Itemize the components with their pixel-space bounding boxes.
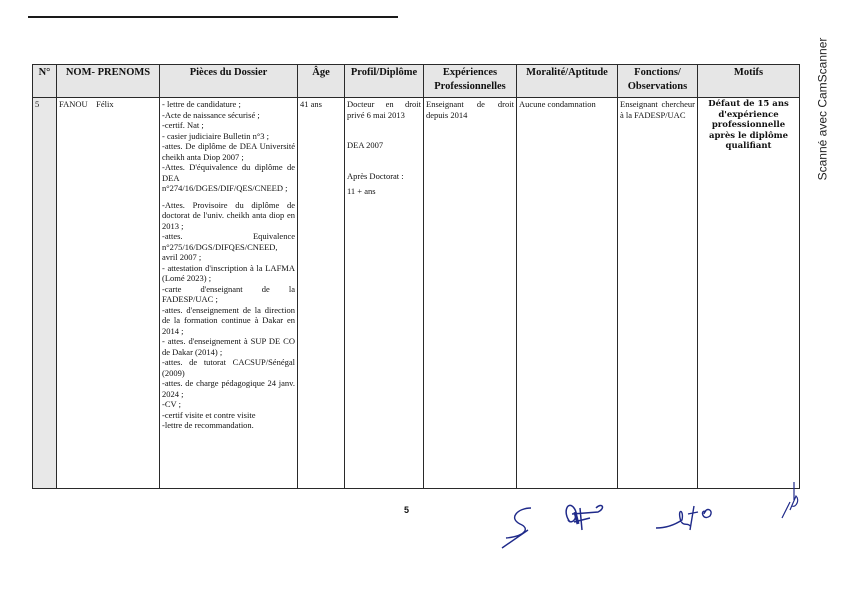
piece-item: -attes. Equivalence n°275/16/DGS/DIFQES/CNEED, avril 2007 ; — [162, 231, 295, 262]
header-experiences: Expériences Professionnelles — [424, 65, 517, 98]
header-name: NOM- PRENOMS — [57, 65, 160, 98]
piece-item: -attes. d'enseignement de la direction de la formation continue à Dakar en 2014 ; — [162, 304, 295, 336]
profil-years: 11 + ans — [347, 186, 376, 196]
table-row — [33, 98, 800, 489]
signature-2-icon — [558, 494, 618, 544]
profil-diplome — [345, 98, 424, 489]
top-rule — [28, 16, 398, 18]
piece-item: - attes. d'enseignement à SUP DE CO de Dakar (2014) ; — [162, 336, 295, 357]
header-pieces: Pièces du Dossier — [160, 65, 298, 98]
piece-item: - lettre de candidature ; — [162, 99, 241, 109]
piece-item: -CV ; — [162, 399, 181, 409]
header-num: N° — [33, 65, 57, 98]
candidates-table — [32, 64, 800, 489]
piece-item: -attes. de tutorat CACSUP/Sénégal (2009) — [162, 357, 295, 378]
dossier-pieces — [160, 98, 298, 489]
candidate-name: FANOU Félix — [57, 98, 160, 489]
piece-item: -Attes. Provisoire du diplôme de doctorat de l'univ. cheikh anta diop en 2013 ; — [162, 199, 295, 231]
moralite: Aucune condamnation — [517, 98, 618, 489]
motifs: Défaut de 15 ans d'expérience professionnelle après le diplôme qualifiant — [698, 98, 800, 489]
fonctions: Enseignant chercheur à la FADESP/UAC — [618, 98, 698, 489]
signature-3-icon — [654, 500, 724, 540]
piece-item: -attes. de charge pédagogique 24 janv. 2024 ; — [162, 378, 295, 399]
row-number: 5 — [33, 98, 57, 489]
header-motifs: Motifs — [698, 65, 800, 98]
initials-icon — [776, 480, 806, 525]
watermark-text: Scanné avec CamScanner — [815, 37, 829, 181]
age: 41 ans — [298, 98, 345, 489]
piece-item: - attestation d'inscription à la LAFMA (Lomé 2023) ; — [162, 262, 295, 283]
piece-item: -Attes. D'équivalence du diplôme de DEA n°274/16/DGES/DIF/QES/CNEED ; — [162, 162, 295, 193]
piece-item: -certif visite et contre visite — [162, 409, 256, 420]
profil-apres-doctorat: Après Doctorat : — [347, 170, 404, 181]
header-age: Âge — [298, 65, 345, 98]
header-fonctions: Fonctions/ Observations — [618, 65, 698, 98]
piece-item: -carte d'enseignant de la FADESP/UAC ; — [162, 283, 295, 304]
profil-doctorat: Docteur en droit privé 6 mai 2013 — [347, 99, 421, 120]
piece-item: -attes. De diplôme de DEA Université cheikh anta Diop 2007 ; — [162, 141, 295, 162]
header-profil: Profil/Diplôme — [345, 65, 424, 98]
piece-item: -certif. Nat ; — [162, 120, 204, 130]
camscanner-watermark — [812, 14, 832, 204]
signature-1-icon — [498, 500, 548, 550]
header-moralite: Moralité/Aptitude — [517, 65, 618, 98]
piece-item: -Acte de naissance sécurisé ; — [162, 109, 260, 120]
piece-item: -lettre de recommandation. — [162, 420, 254, 430]
table-header-row — [33, 65, 800, 98]
page-number: 5 — [404, 505, 410, 515]
profil-dea: DEA 2007 — [347, 140, 384, 150]
piece-item: - casier judiciaire Bulletin n°3 ; — [162, 130, 270, 141]
experiences: Enseignant de droit depuis 2014 — [424, 98, 517, 489]
